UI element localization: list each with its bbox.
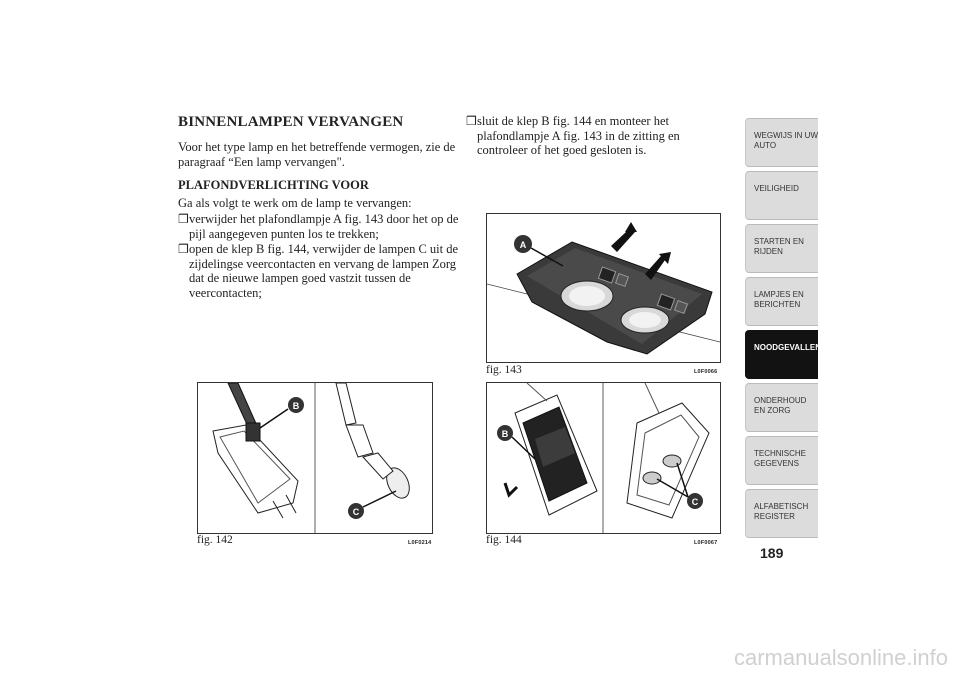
step-item-right	[466, 114, 726, 158]
step-text: open de klep B fig. 144, verwijder de lampen C uit de zijdelingse veercontacten en vervang de lampen Zorg dat de nieuwe lampen goed vastzit tussen de veercontacten;	[189, 242, 459, 300]
tab-wegwijs[interactable]: WEGWIJS IN UW AUTO	[745, 118, 818, 167]
callout-c: C	[352, 507, 360, 517]
page-number: 189	[760, 545, 784, 561]
figure-caption: fig. 142	[197, 534, 233, 546]
figure-142	[197, 382, 433, 534]
figure-code: L0F0214	[408, 540, 432, 546]
intro-paragraph: Voor het type lamp en het betreffende vermogen, zie de paragraaf “Een lamp vervangen".	[178, 140, 456, 169]
callout-b: B	[501, 429, 509, 439]
step-text: sluit de klep B fig. 144 en monteer het plafondlampje A fig. 143 in de zitting en controleer of het goed gesloten is.	[477, 114, 680, 157]
tab-starten[interactable]: STARTEN EN RIJDEN	[745, 224, 818, 273]
callout-b: B	[292, 401, 300, 411]
tab-noodgevallen[interactable]: NOODGEVALLEN	[745, 330, 818, 379]
step-item	[178, 242, 460, 300]
tab-technische[interactable]: TECHNISCHE GEGEVENS	[745, 436, 818, 485]
figure-caption: fig. 144	[486, 534, 522, 546]
ceiling-light-illustration	[487, 214, 720, 362]
bullet-box-icon: ❒	[178, 242, 189, 256]
figure-code: L0F0066	[694, 369, 718, 375]
tab-veiligheid[interactable]: VEILIGHEID	[745, 171, 818, 220]
lamp-bulb-illustration	[198, 383, 432, 533]
step-text: verwijder het plafondlampje A fig. 143 door het op de pijl aangegeven punten los te trekken;	[189, 212, 459, 241]
bullet-box-icon: ❒	[178, 212, 189, 226]
tab-register[interactable]: ALFABETISCH REGISTER	[745, 489, 818, 538]
figure-code: L0F0067	[694, 540, 718, 546]
tab-onderhoud[interactable]: ONDERHOUD EN ZORG	[745, 383, 818, 432]
section-heading: BINNENLAMPEN VERVANGEN	[178, 114, 404, 130]
figure-caption: fig. 143	[486, 364, 522, 376]
figure-144	[486, 382, 721, 534]
step-item	[178, 212, 460, 241]
callout-a: A	[519, 240, 527, 250]
open-lamp-cover-illustration	[487, 383, 720, 533]
bullet-box-icon: ❒	[466, 114, 477, 128]
steps-intro: Ga als volgt te werk om de lamp te vervangen:	[178, 196, 412, 210]
subheading: PLAFONDVERLICHTING VOOR	[178, 178, 369, 192]
callout-c: C	[691, 497, 699, 507]
tab-lampjes[interactable]: LAMPJES EN BERICHTEN	[745, 277, 818, 326]
watermark: carmanualsonline.info	[733, 645, 948, 670]
figure-143	[486, 213, 721, 363]
